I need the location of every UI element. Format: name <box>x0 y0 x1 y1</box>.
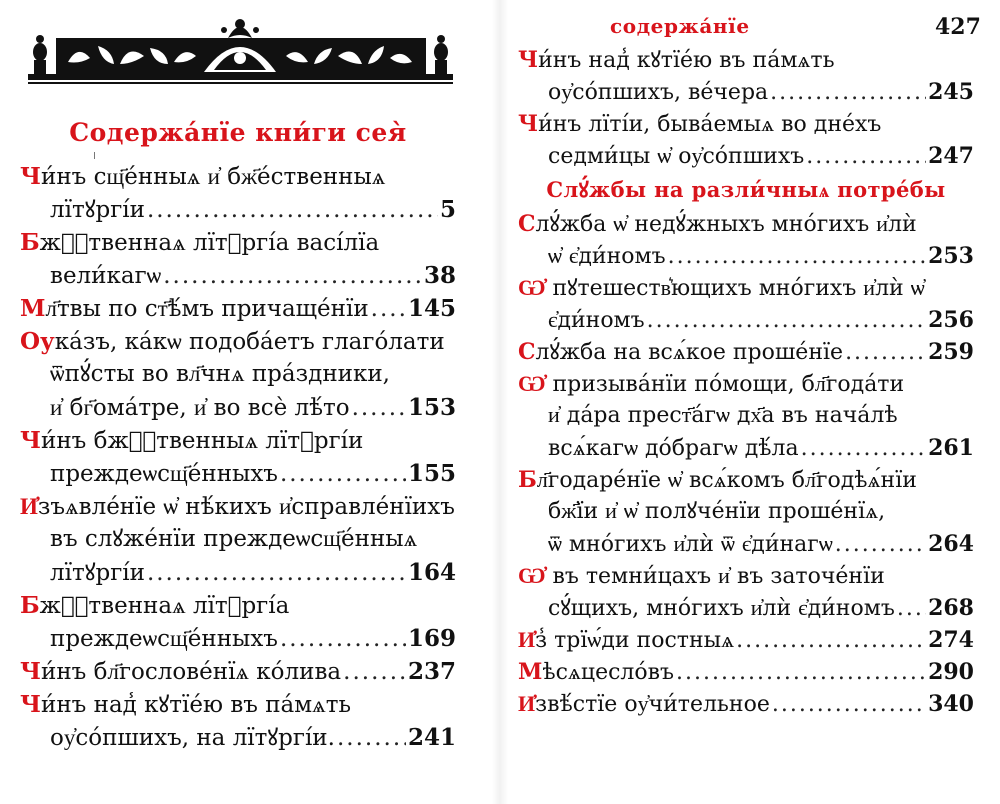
toc-entry-text <box>20 325 445 358</box>
dot-leader <box>352 392 406 424</box>
entry-text: ѿпꙋ́сты во вл҃чнѧ пра́здники, <box>50 361 390 387</box>
toc-entry-line <box>518 108 974 140</box>
entry-text: вели́кагѡ <box>50 263 162 289</box>
entry-text: и́нъ лїті́и, быва́емыѧ во дне́хъ <box>538 112 882 137</box>
entry-text: и́нъ над̾ кꙋтїе́ю въ па́мѧть <box>41 692 351 718</box>
red-initial: Б <box>20 592 40 619</box>
toc-entry-text <box>518 336 843 368</box>
toc-entry-line <box>518 400 974 432</box>
toc-entry-text <box>518 624 734 656</box>
toc-entry-text <box>50 523 417 556</box>
entry-page-number: 145 <box>407 295 456 322</box>
running-head <box>0 14 980 44</box>
red-initial: И҆ <box>20 493 38 520</box>
toc-entry-line <box>20 523 456 556</box>
red-initial: М <box>518 659 543 685</box>
toc-entry-text <box>518 108 881 140</box>
toc-entry-text <box>548 496 885 528</box>
entry-text: з̾ трїѡ́ди постныѧ <box>535 628 735 653</box>
entry-page-number: 155 <box>407 460 456 487</box>
entry-text: звѣ́стїе оу҆чи́тельное <box>535 692 770 717</box>
toc-entry-line <box>20 622 456 655</box>
toc-entry <box>518 208 974 272</box>
entry-text: и́нъ бжⷭ҇твенныѧ лїтꙋргі́и <box>41 428 364 454</box>
toc-entry-text <box>548 141 804 172</box>
entry-text: жⷭ҇твеннаѧ лїтꙋргі́а васі́лїа <box>39 230 380 256</box>
red-initial: Ѡ҆ <box>518 563 546 589</box>
dot-leader <box>371 293 406 325</box>
entry-page-number: 256 <box>928 307 974 333</box>
entry-text: и́нъ бл҃гослове́нїѧ ко́лива <box>41 659 342 685</box>
dot-leader <box>337 722 406 754</box>
red-initial: Ѡ҆ <box>518 275 546 301</box>
red-initial: Ч <box>20 691 42 718</box>
entry-text: л҃годаре́нїе ѡ҆ всѧ́комъ бл҃годѣѧ́нїи <box>536 468 917 493</box>
toc-entry-text <box>50 392 350 424</box>
entry-text: л҃твы по ст҃ѣ́мъ причаще́нїи <box>45 296 369 322</box>
toc-entry <box>518 368 974 464</box>
toc-entry-text <box>518 560 885 592</box>
entry-page-number: 261 <box>928 435 974 461</box>
toc-entry-line <box>20 688 456 721</box>
entry-text: оу҆со́пшихъ, ве́чера <box>548 80 769 105</box>
toc-entry-line <box>20 490 456 523</box>
entry-page-number: 237 <box>407 658 456 685</box>
toc-entry-line <box>518 240 974 272</box>
red-initial: Ч <box>20 658 42 685</box>
toc-entry-text <box>50 260 161 292</box>
entry-text: лꙋ́жба на всѧ́кое проше́нїе <box>535 340 844 365</box>
entry-page-number: 38 <box>423 262 456 289</box>
toc-entry-text <box>518 688 770 720</box>
running-title: содержа́нїе <box>610 14 750 38</box>
toc-entry-line <box>20 358 456 391</box>
toc-entry-text <box>20 160 385 193</box>
toc-entry-text <box>548 529 833 560</box>
entry-text: всѧ́кагѡ до́брагѡ дѣ́ла <box>548 436 799 461</box>
entry-page-number: 169 <box>407 625 456 652</box>
toc-entry-text <box>518 272 925 304</box>
dot-leader <box>280 458 406 490</box>
red-initial: Ч <box>518 111 539 137</box>
toc-entry <box>20 292 456 325</box>
toc-entry-line <box>518 560 974 592</box>
toc-entry <box>518 336 974 368</box>
dot-leader <box>147 557 406 589</box>
entry-text: є҆ди́номъ <box>548 308 645 333</box>
toc-entry-line <box>518 592 974 624</box>
toc-entry-line <box>518 464 974 496</box>
entry-text: призыва́нїи по́мощи, бл҃года́ти <box>545 372 905 397</box>
page-number: 427 <box>935 14 981 40</box>
toc-entry-text <box>20 292 369 325</box>
toc-entry-text <box>20 589 289 622</box>
toc-entry-text <box>518 44 835 76</box>
toc-entry-line <box>20 160 456 193</box>
toc-entry <box>518 560 974 624</box>
dot-leader <box>147 194 438 226</box>
entry-text: лїтꙋргі́и <box>50 560 145 586</box>
entry-text: въ темни́цахъ и҆ въ заточе́нїи <box>545 564 885 589</box>
dot-leader <box>668 241 926 272</box>
toc-entry-line <box>518 656 974 688</box>
red-initial: С <box>518 211 536 237</box>
section-heading: Слꙋ́жбы на разли́чныѧ потре́бы <box>546 177 946 202</box>
entry-text: бж҃їи и҆ ѡ҆ полꙋче́нїи проше́нїѧ, <box>548 499 886 524</box>
toc-entry-text <box>548 77 768 108</box>
toc-entry-text <box>50 623 278 655</box>
toc-entry <box>518 656 974 688</box>
toc-entry-line <box>518 528 974 560</box>
entry-page-number: 241 <box>407 724 456 751</box>
toc-entry-text <box>518 208 917 240</box>
entry-text: въ слꙋже́нїи преждеѡсщ҃е́нныѧ <box>50 526 418 552</box>
entry-page-number: 259 <box>928 339 974 365</box>
red-initial: Ч <box>518 47 539 73</box>
toc-entry-line <box>518 304 974 336</box>
dot-leader <box>806 141 926 172</box>
dot-leader <box>772 689 926 720</box>
toc-entry-line <box>20 556 456 589</box>
book-gutter <box>492 0 508 804</box>
dot-leader <box>676 657 926 688</box>
dot-leader <box>835 529 926 560</box>
red-initial: Ч <box>20 163 42 190</box>
entry-text: седми́цы ѡ҆ оу҆со́пшихъ <box>548 144 805 169</box>
entry-text: пꙋтешеств͛ющихъ мно́гихъ и҆лѝ ѡ҆ <box>545 276 925 301</box>
toc-entry <box>518 624 974 656</box>
toc-entry-text <box>20 490 455 523</box>
red-initial: С <box>518 339 536 365</box>
toc-entry-text <box>518 656 674 688</box>
toc-entry-line <box>20 655 456 688</box>
toc-entry-text <box>20 226 379 259</box>
toc-entry-line <box>518 688 974 720</box>
toc-list-right <box>518 44 974 720</box>
entry-text: ѿ мно́гихъ и҆лѝ ѿ є҆ди́нагѡ <box>548 532 833 557</box>
toc-entry-text <box>20 424 363 457</box>
entry-page-number: 340 <box>928 691 974 717</box>
toc-entry-text <box>50 458 278 490</box>
red-initial: Оу <box>20 328 55 355</box>
toc-entry <box>20 160 456 226</box>
toc-entry <box>20 424 456 490</box>
entry-page-number: 274 <box>928 627 974 653</box>
toc-entry <box>20 490 456 589</box>
entry-page-number: 253 <box>928 243 974 269</box>
red-initial: Б <box>20 229 40 256</box>
entry-text: зъѧвле́нїе ѡ҆ нѣ́кихъ и҆справле́нїихъ <box>37 494 455 520</box>
toc-entry-text <box>548 433 799 464</box>
entry-text: сꙋ́щихъ, мно́гихъ и҆лѝ є҆ди́номъ <box>548 596 895 621</box>
toc-entry <box>518 44 974 108</box>
toc-entry-text <box>548 241 666 272</box>
toc-entry-text <box>548 593 895 624</box>
toc-entry-line <box>518 336 974 368</box>
toc-entry-text <box>518 368 904 400</box>
entry-text: преждеѡсщ҃е́нныхъ <box>50 626 278 652</box>
margin-tick-mark <box>94 152 95 159</box>
entry-text: и́нъ сщ҃е́нныѧ и҆ бж҃е́ственныѧ <box>41 164 386 190</box>
entry-page-number: 245 <box>928 79 974 105</box>
toc-entry-text <box>20 688 351 721</box>
entry-text: и́нъ над̾ кꙋтїе́ю въ па́мѧть <box>538 48 835 73</box>
red-initial: И҆ <box>518 691 536 717</box>
toc-entry <box>20 688 456 754</box>
entry-page-number: 153 <box>407 394 456 421</box>
toc-entry <box>20 655 456 688</box>
toc-entry-line <box>20 721 456 754</box>
toc-entry-text <box>50 358 390 391</box>
toc-entry-text <box>548 400 898 432</box>
entry-text: жⷭ҇твеннаѧ лїтꙋргі́а <box>39 593 290 619</box>
entry-page-number: 264 <box>928 531 974 557</box>
toc-entry-line <box>518 76 974 108</box>
toc-entry-text <box>50 194 145 226</box>
dot-leader <box>845 337 926 368</box>
toc-title: Содержа́нїе кни́ги сея̀ <box>69 118 407 147</box>
toc-entry <box>20 226 456 292</box>
toc-list-left <box>20 160 456 754</box>
toc-entry <box>518 688 974 720</box>
toc-entry-line <box>518 272 974 304</box>
toc-entry-line <box>518 44 974 76</box>
entry-page-number: 5 <box>439 196 456 223</box>
dot-leader <box>343 656 406 688</box>
toc-entry-line <box>20 457 456 490</box>
toc-entry <box>20 325 456 424</box>
dot-leader <box>770 77 926 108</box>
red-initial: Ѡ҆ <box>518 371 546 397</box>
entry-text: ѡ҆ є҆ди́номъ <box>548 244 666 269</box>
toc-entry-line <box>518 496 974 528</box>
entry-page-number: 290 <box>928 659 974 685</box>
toc-entry-line <box>20 589 456 622</box>
entry-page-number: 247 <box>928 143 974 169</box>
toc-entry <box>518 108 974 172</box>
toc-entry-text <box>50 557 145 589</box>
toc-entry-line <box>518 432 974 464</box>
entry-text: преждеѡсщ҃е́нныхъ <box>50 461 278 487</box>
dot-leader <box>736 625 926 656</box>
toc-entry <box>518 272 974 336</box>
dot-leader <box>801 433 926 464</box>
toc-entry-line <box>20 193 456 226</box>
toc-entry-line <box>20 259 456 292</box>
dot-leader <box>897 593 926 624</box>
entry-text: оу҆со́пшихъ, на лїтꙋргі́и. <box>50 725 335 751</box>
toc-entry-text <box>20 655 341 688</box>
toc-entry-line <box>20 292 456 325</box>
red-initial: М <box>20 295 46 322</box>
entry-page-number: 164 <box>407 559 456 586</box>
toc-entry <box>518 464 974 560</box>
entry-text: лїтꙋргі́и <box>50 197 145 223</box>
toc-entry-line <box>518 208 974 240</box>
toc-entry-text <box>518 464 917 496</box>
toc-entry-line <box>20 391 456 424</box>
red-initial: Б <box>518 467 537 493</box>
entry-text: и҆ да́ра прест҃а́гѡ дх҃а въ нача́лѣ <box>548 403 898 428</box>
red-initial: И҆ <box>518 627 536 653</box>
toc-entry <box>20 589 456 655</box>
toc-entry-text <box>50 722 335 754</box>
toc-entry-line <box>518 624 974 656</box>
red-initial: Ч <box>20 427 42 454</box>
toc-entry-line <box>20 325 456 358</box>
entry-text: лꙋ́жба ѡ҆ недꙋ́жныхъ мно́гихъ и҆лѝ <box>535 212 917 237</box>
entry-page-number: 268 <box>928 595 974 621</box>
entry-text: ѣсѧцесло́въ <box>542 660 675 685</box>
toc-entry-line <box>20 424 456 457</box>
toc-entry-line <box>518 368 974 400</box>
dot-leader <box>647 305 926 336</box>
entry-text: ка́зъ, ка́кѡ подоба́етъ глаго́лати <box>54 329 445 355</box>
dot-leader <box>163 260 422 292</box>
toc-entry-line <box>518 140 974 172</box>
toc-entry-text <box>548 305 645 336</box>
entry-text: и҆ бг҃ома́тре, и҆ во всѐ лѣ́то <box>50 395 350 421</box>
dot-leader <box>280 623 406 655</box>
toc-entry-line <box>20 226 456 259</box>
